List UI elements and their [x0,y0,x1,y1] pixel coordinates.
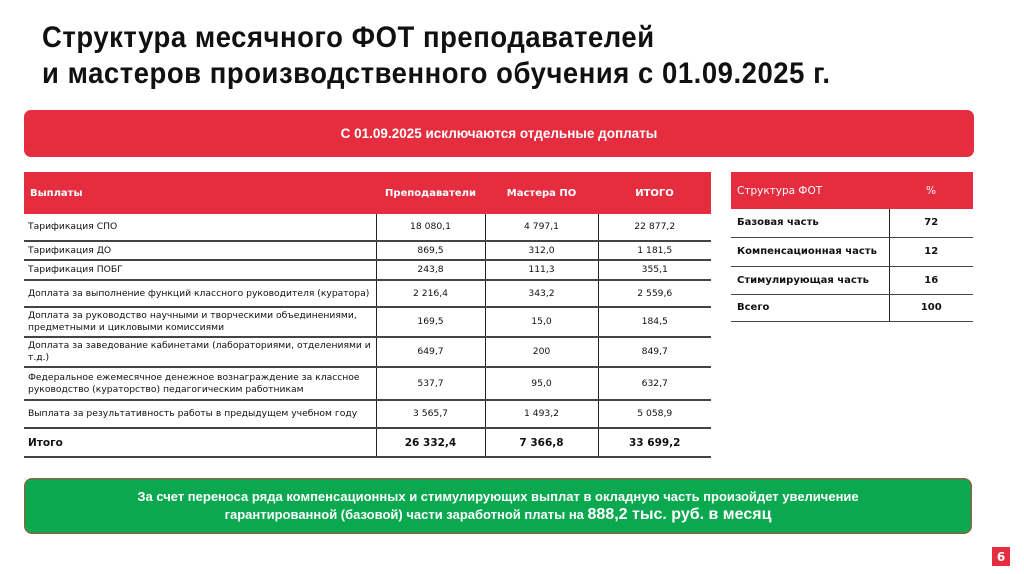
masters-value: 15,0 [485,307,598,337]
fot-structure-header [731,172,973,209]
total-value: 2 559,6 [598,280,711,307]
excluded-payments-banner [24,110,974,157]
structure-label: Стимулирующая часть [731,266,889,294]
teachers-value: 18 080,1 [376,214,485,241]
table-row [24,307,711,337]
salary-increase-amount: 888,2 тыс. руб. в месяц [587,506,772,523]
table-row [731,266,973,294]
col-header-total: ИТОГО [598,172,711,214]
row-label: Доплата за руководство научными и творческими объединениями, предметными и цикловыми комиссиями [24,307,376,337]
total-row [24,428,711,457]
table-row [731,209,973,237]
payroll-table-header [24,172,711,214]
table-row [24,241,711,260]
col-header-masters: Мастера ПО [485,172,598,214]
masters-value: 4 797,1 [485,214,598,241]
masters-value: 343,2 [485,280,598,307]
row-label: Доплата за заведование кабинетами (лабораториями, отделениями и т.д.) [24,337,376,367]
row-label: Доплата за выполнение функций классного руководителя (куратора) [24,280,376,307]
table-row [24,280,711,307]
row-label: Тарификация ДО [24,241,376,260]
row-label: Выплата за результативность работы в предыдущем учебном году [24,400,376,428]
teachers-value: 537,7 [376,367,485,400]
col-header-structure: Структура ФОТ [731,172,889,209]
total-value: 849,7 [598,337,711,367]
total-value: 22 877,2 [598,214,711,241]
masters-value: 95,0 [485,367,598,400]
col-header-percent: % [889,172,973,209]
structure-label: Базовая часть [731,209,889,237]
teachers-value: 243,8 [376,260,485,280]
table-row [731,294,973,321]
structure-percent: 16 [889,266,973,294]
row-label: Тарификация СПО [24,214,376,241]
table-row [731,237,973,266]
table-row [24,367,711,400]
masters-value: 312,0 [485,241,598,260]
total-masters-value: 7 366,8 [485,428,598,457]
total-teachers-value: 26 332,4 [376,428,485,457]
slide-title-line-2: и мастеров производственного обучения с 01.09.2025 г. [42,57,831,90]
teachers-value: 2 216,4 [376,280,485,307]
structure-percent: 100 [889,294,973,321]
table-row [24,400,711,428]
structure-percent: 72 [889,209,973,237]
structure-label: Компенсационная часть [731,237,889,266]
fot-structure-table [731,172,973,322]
salary-increase-banner [24,478,972,534]
salary-increase-prefix: гарантированной (базовой) части заработной платы на [224,507,588,522]
masters-value: 200 [485,337,598,367]
page-number-badge [992,547,1010,566]
payroll-table [24,172,711,458]
table-row [24,260,711,280]
total-value: 355,1 [598,260,711,280]
slide-title [42,20,935,92]
salary-increase-line-2 [225,506,772,524]
total-value: 184,5 [598,307,711,337]
masters-value: 111,3 [485,260,598,280]
total-value: 1 181,5 [598,241,711,260]
masters-value: 1 493,2 [485,400,598,428]
grand-total-value: 33 699,2 [598,428,711,457]
row-label: Тарификация ПОБГ [24,260,376,280]
table-row [24,337,711,367]
table-row [24,214,711,241]
teachers-value: 649,7 [376,337,485,367]
teachers-value: 869,5 [376,241,485,260]
total-value: 5 058,9 [598,400,711,428]
teachers-value: 3 565,7 [376,400,485,428]
teachers-value: 169,5 [376,307,485,337]
page-number: 6 [996,549,1006,564]
structure-label: Всего [731,294,889,321]
excluded-payments-text: С 01.09.2025 исключаются отдельные доплаты [340,126,658,141]
col-header-teachers: Преподаватели [376,172,485,214]
total-row-label: Итого [24,428,376,457]
col-header-payments: Выплаты [24,172,376,214]
row-label: Федеральное ежемесячное денежное вознаграждение за классное руководство (кураторство) педагогическим работникам [24,367,376,400]
total-value: 632,7 [598,367,711,400]
salary-increase-line-1: За счет переноса ряда компенсационных и стимулирующих выплат в окладную часть произойдет увеличение [137,489,859,504]
slide-title-line-1: Структура месячного ФОТ преподавателей [42,21,655,54]
structure-percent: 12 [889,237,973,266]
